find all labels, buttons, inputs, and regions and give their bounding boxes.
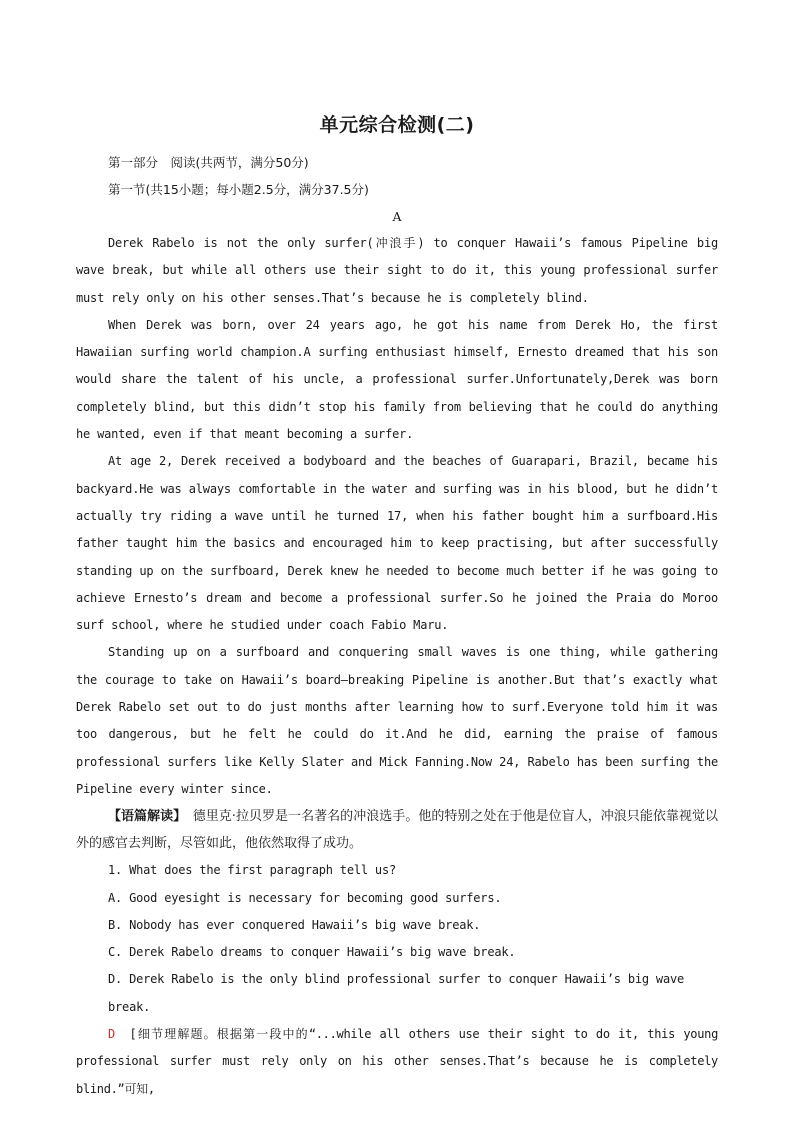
answer-text: [细节理解题。根据第一段中的“...while all others use their sight to do it, this young professional surfer must rely only on his other senses.That’s because he is completely blind.”可知,	[76, 1027, 718, 1096]
option-c: C. Derek Rabelo dreams to conquer Hawaii’s big wave break.	[108, 945, 516, 960]
option-a: A. Good eyesight is necessary for becoming good surfers.	[108, 890, 502, 905]
answer-explanation	[76, 1021, 718, 1103]
option-b: B. Nobody has ever conquered Hawaii’s big wave break.	[108, 917, 481, 932]
interpretation-label: 【语篇解读】	[108, 809, 180, 825]
part-heading: 第一部分 阅读(共两节，满分50分)	[108, 155, 309, 170]
passage-interpretation	[76, 803, 718, 857]
passage-paragraph-4: Standing up on a surfboard and conquering small waves is one thing, while gathering the courage to take on Hawaii’s board—breaking Pipeline is another.But that’s exactly what Derek Rabelo set out to do just months after learning how to surf.Everyone told him it was too dangerous, but he felt he could do it.And he did, earning the praise of famous professional surfers like Kelly Slater and Mick Fanning.Now 24, Rabelo has been surfing the Pipeline every winter since.	[76, 645, 718, 796]
section-heading: 第一节(共15小题；每小题2.5分，满分37.5分)	[108, 182, 369, 197]
option-d: D. Derek Rabelo is the only blind professional surfer to conquer Hawaii’s big wave break.	[108, 972, 685, 1014]
document-page	[76, 110, 718, 1103]
passage-paragraph-1: Derek Rabelo is not the only surfer(冲浪手) to conquer Hawaii’s famous Pipeline big wave break, but while all others use their sight to do it, this young professional surfer must rely only on his other senses.That’s because he is completely blind.	[76, 236, 718, 305]
passage-label: A	[392, 209, 402, 224]
question-stem: 1. What does the first paragraph tell us?	[108, 863, 397, 878]
passage-paragraph-3: At age 2, Derek received a bodyboard and the beaches of Guarapari, Brazil, became his backyard.He was always comfortable in the water and surfing was in his blood, but he didn’t actually try riding a wave until he turned 17, when his father bought him a surfboard.His father taught him the basics and encouraged him to keep practising, but after successfully standing up on the surfboard, Derek knew he needed to become much better if he was going to achieve Ernesto’s dream and become a professional surfer.So he joined the Praia do Moroo surf school, where he studied under coach Fabio Maru.	[76, 454, 718, 633]
page-title: 单元综合检测(二)	[319, 114, 475, 136]
passage-paragraph-2: When Derek was born, over 24 years ago, he got his name from Derek Ho, the first Hawaiian surfing world champion.A surfing enthusiast himself, Ernesto dreamed that his son would share the talent of his uncle, a professional surfer.Unfortunately,Derek was born completely blind, but this didn’t stop his family from believing that he could do anything he wanted, even if that meant becoming a surfer.	[76, 317, 718, 442]
answer-letter: D	[108, 1027, 115, 1042]
interpretation-text: 德里克·拉贝罗是一名著名的冲浪选手。他的特别之处在于他是位盲人，冲浪只能依靠视觉以外的感官去判断，尽管如此，他依然取得了成功。	[76, 809, 718, 852]
